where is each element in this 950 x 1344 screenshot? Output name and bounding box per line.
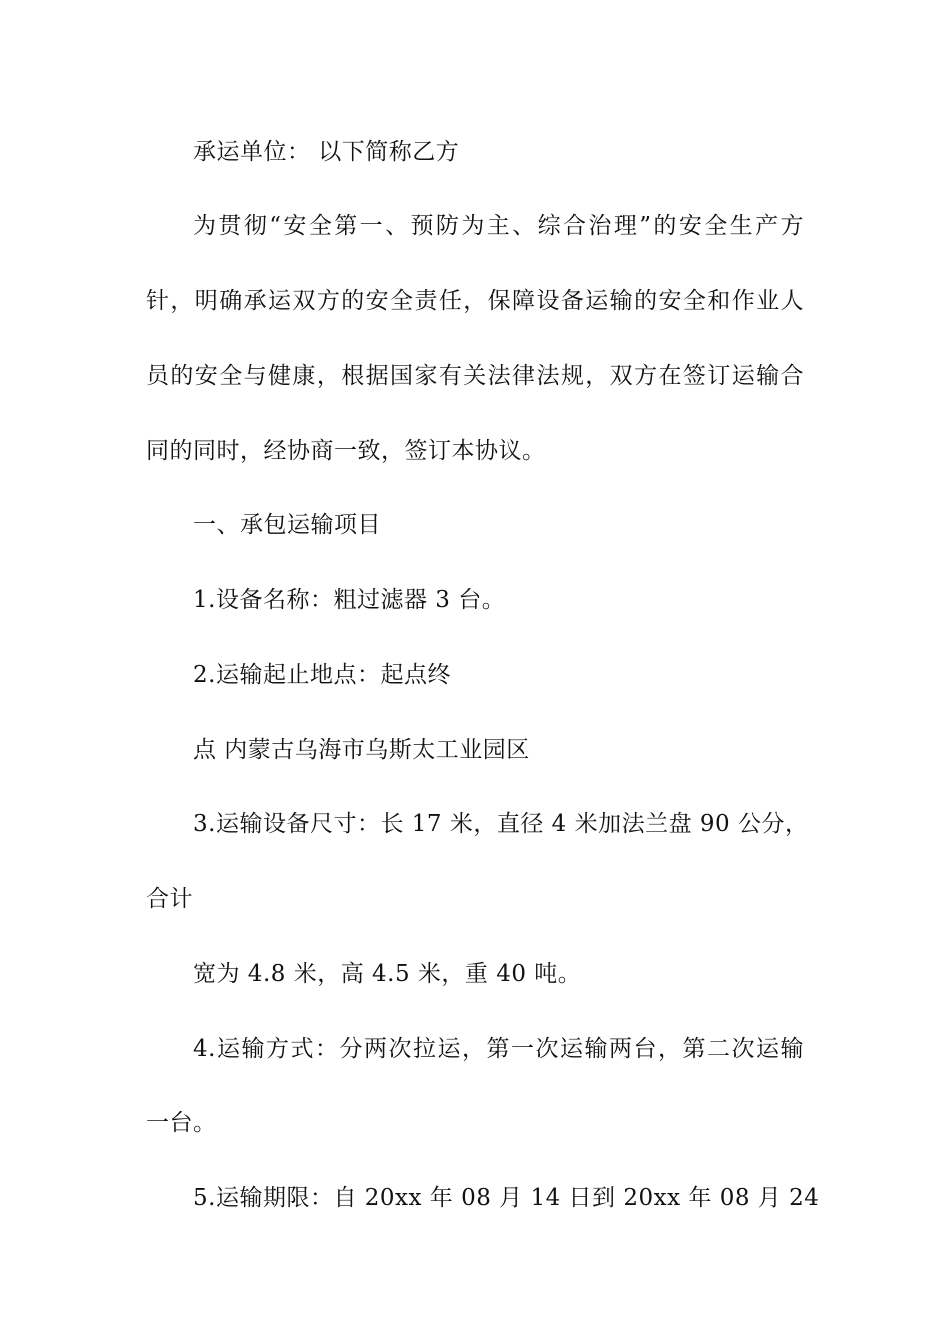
item-equipment-size-continued: 合计 — [146, 886, 193, 912]
paragraph-line: 针，明确承运双方的安全责任，保障设备运输的安全和作业人 — [146, 288, 804, 314]
item-transport-route-continued: 点 内蒙古乌海市乌斯太工业园区 — [193, 737, 530, 763]
item-equipment-name: 1.设备名称：粗过滤器 3 台。 — [193, 587, 506, 613]
section-heading: 一、承包运输项目 — [193, 512, 381, 538]
paragraph-line: 同的同时，经协商一致，签订本协议。 — [146, 438, 546, 464]
item-equipment-size-total: 宽为 4.8 米，高 4.5 米，重 40 吨。 — [193, 961, 582, 987]
item-equipment-size: 3.运输设备尺寸：长 17 米，直径 4 米加法兰盘 90 公分， — [193, 811, 809, 837]
item-transport-period: 5.运输期限：自 20xx 年 08 月 14 日到 20xx 年 08 月 24 — [193, 1185, 820, 1211]
paragraph-line: 为贯彻“安全第一、预防为主、综合治理”的安全生产方 — [193, 213, 804, 239]
item-transport-route: 2.运输起止地点：起点终 — [193, 662, 451, 688]
paragraph-line: 员的安全与健康，根据国家有关法律法规，双方在签订运输合 — [146, 363, 804, 389]
item-transport-method: 4.运输方式：分两次拉运，第一次运输两台，第二次运输 — [193, 1036, 804, 1062]
carrier-unit-line: 承运单位： 以下简称乙方 — [193, 139, 460, 165]
item-transport-method-continued: 一台。 — [146, 1110, 217, 1136]
